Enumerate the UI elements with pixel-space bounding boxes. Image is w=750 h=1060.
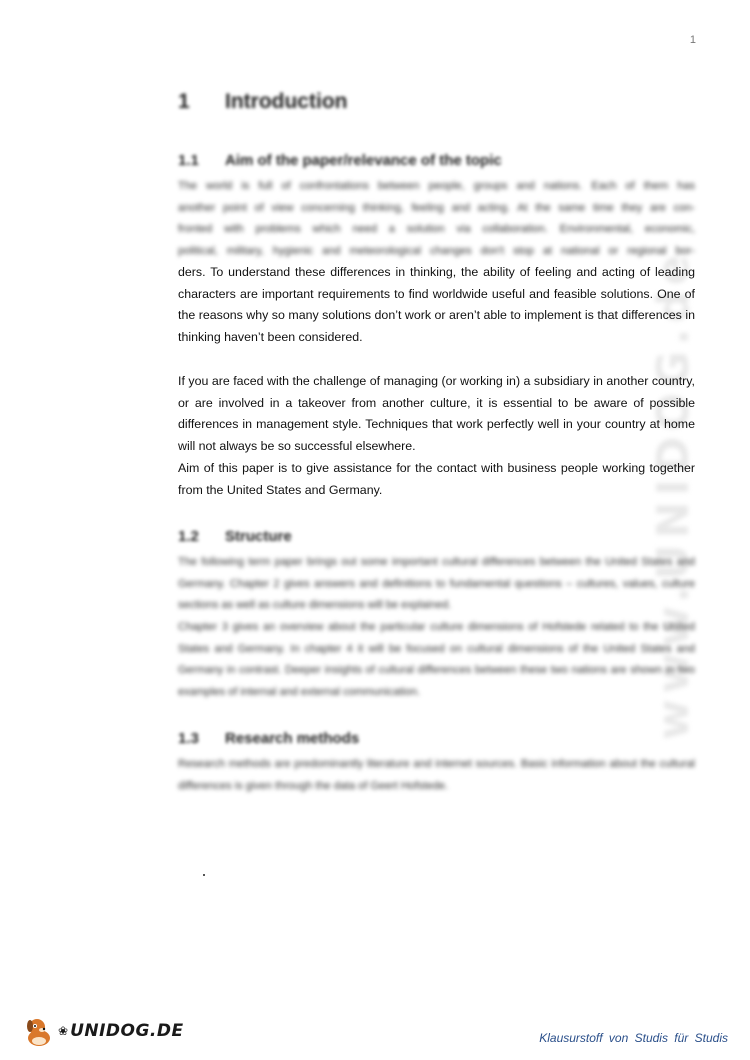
dog-mascot-icon — [22, 1014, 56, 1048]
watermark-text: www.UNIDOG.de — [648, 249, 699, 740]
paw-icon: ❀ — [58, 1024, 69, 1038]
section-title: Aim of the paper/relevance of the topic — [225, 152, 502, 169]
section-title: Structure — [225, 528, 292, 545]
paragraph-structure-2: Chapter 3 gives an overview about the particular culture dimensions of Hofstede related to the United States and Germany. In chapter 4 it will be focused on cultural dimensions of the United States and Germany in contrast. Deeper insights of cultural differences between these two nations are shown in two examples of internal and external communication. — [178, 621, 695, 699]
paragraph-aim-1: ders. To understand these differences in thinking, the ability of feeling and acting of leading characters are important requirements to find worldwide useful and feasible solutions. One of the reasons why so many solutions don’t work or aren’t able to implement is that differences in thinking haven’t been considered. — [178, 265, 695, 344]
section-number: 1.1 — [178, 152, 199, 169]
section-aim-blurred-text — [178, 176, 695, 263]
section-number: 1.3 — [178, 730, 199, 747]
section-heading-aim — [178, 152, 502, 169]
section-title: Research methods — [225, 730, 360, 747]
paragraph-aim-3: Aim of this paper is to give assistance for the contact with business people working together from the United States and Germany. — [178, 461, 695, 497]
blurred-line: political, military, hygienic and meteorological changes don't stop at national or regional bor- — [178, 245, 695, 258]
blurred-line: another point of view concerning thinking, feeling and acting. At the same time they are con- — [178, 201, 695, 214]
section-number: 1.2 — [178, 528, 199, 545]
section-heading-structure — [178, 528, 292, 545]
paragraph-research: Research methods are predominantly literature and internet sources. Basic information about the cultural differences is given through the data of Geert Hofstede. — [178, 758, 695, 792]
chapter-heading — [178, 90, 347, 114]
stray-dot — [203, 874, 205, 876]
page-number: 1 — [689, 34, 696, 46]
unidog-logo[interactable] — [22, 1014, 184, 1048]
paragraph-aim-2: If you are faced with the challenge of managing (or working in) a subsidiary in another country, or are involved in a takeover from another culture, it is essential to be aware of possible differences in management style. Techniques that work perfectly well in your country at home will not always be so successful elsewhere. — [178, 374, 695, 453]
footer-tagline: Klausurstoff von Studis für Studis — [539, 1031, 728, 1045]
blurred-line: The world is full of confrontations between people, groups and nations. Each of them has — [178, 180, 695, 192]
section-heading-research — [178, 730, 359, 747]
blurred-line: fronted with problems which need a solution via collaboration. Environmental, economic, — [178, 223, 695, 236]
chapter-number: 1 — [178, 90, 190, 113]
paragraph-structure-1: The following term paper brings out some important cultural differences between the United States and Germany. Chapter 2 gives answers and definitions to fundamental questions – cultures, values, culture sections as well as culture dimensions will be explained. — [178, 556, 695, 612]
chapter-title: Introduction — [225, 90, 348, 113]
logo-text: UNIDOG.DE — [70, 1021, 184, 1041]
